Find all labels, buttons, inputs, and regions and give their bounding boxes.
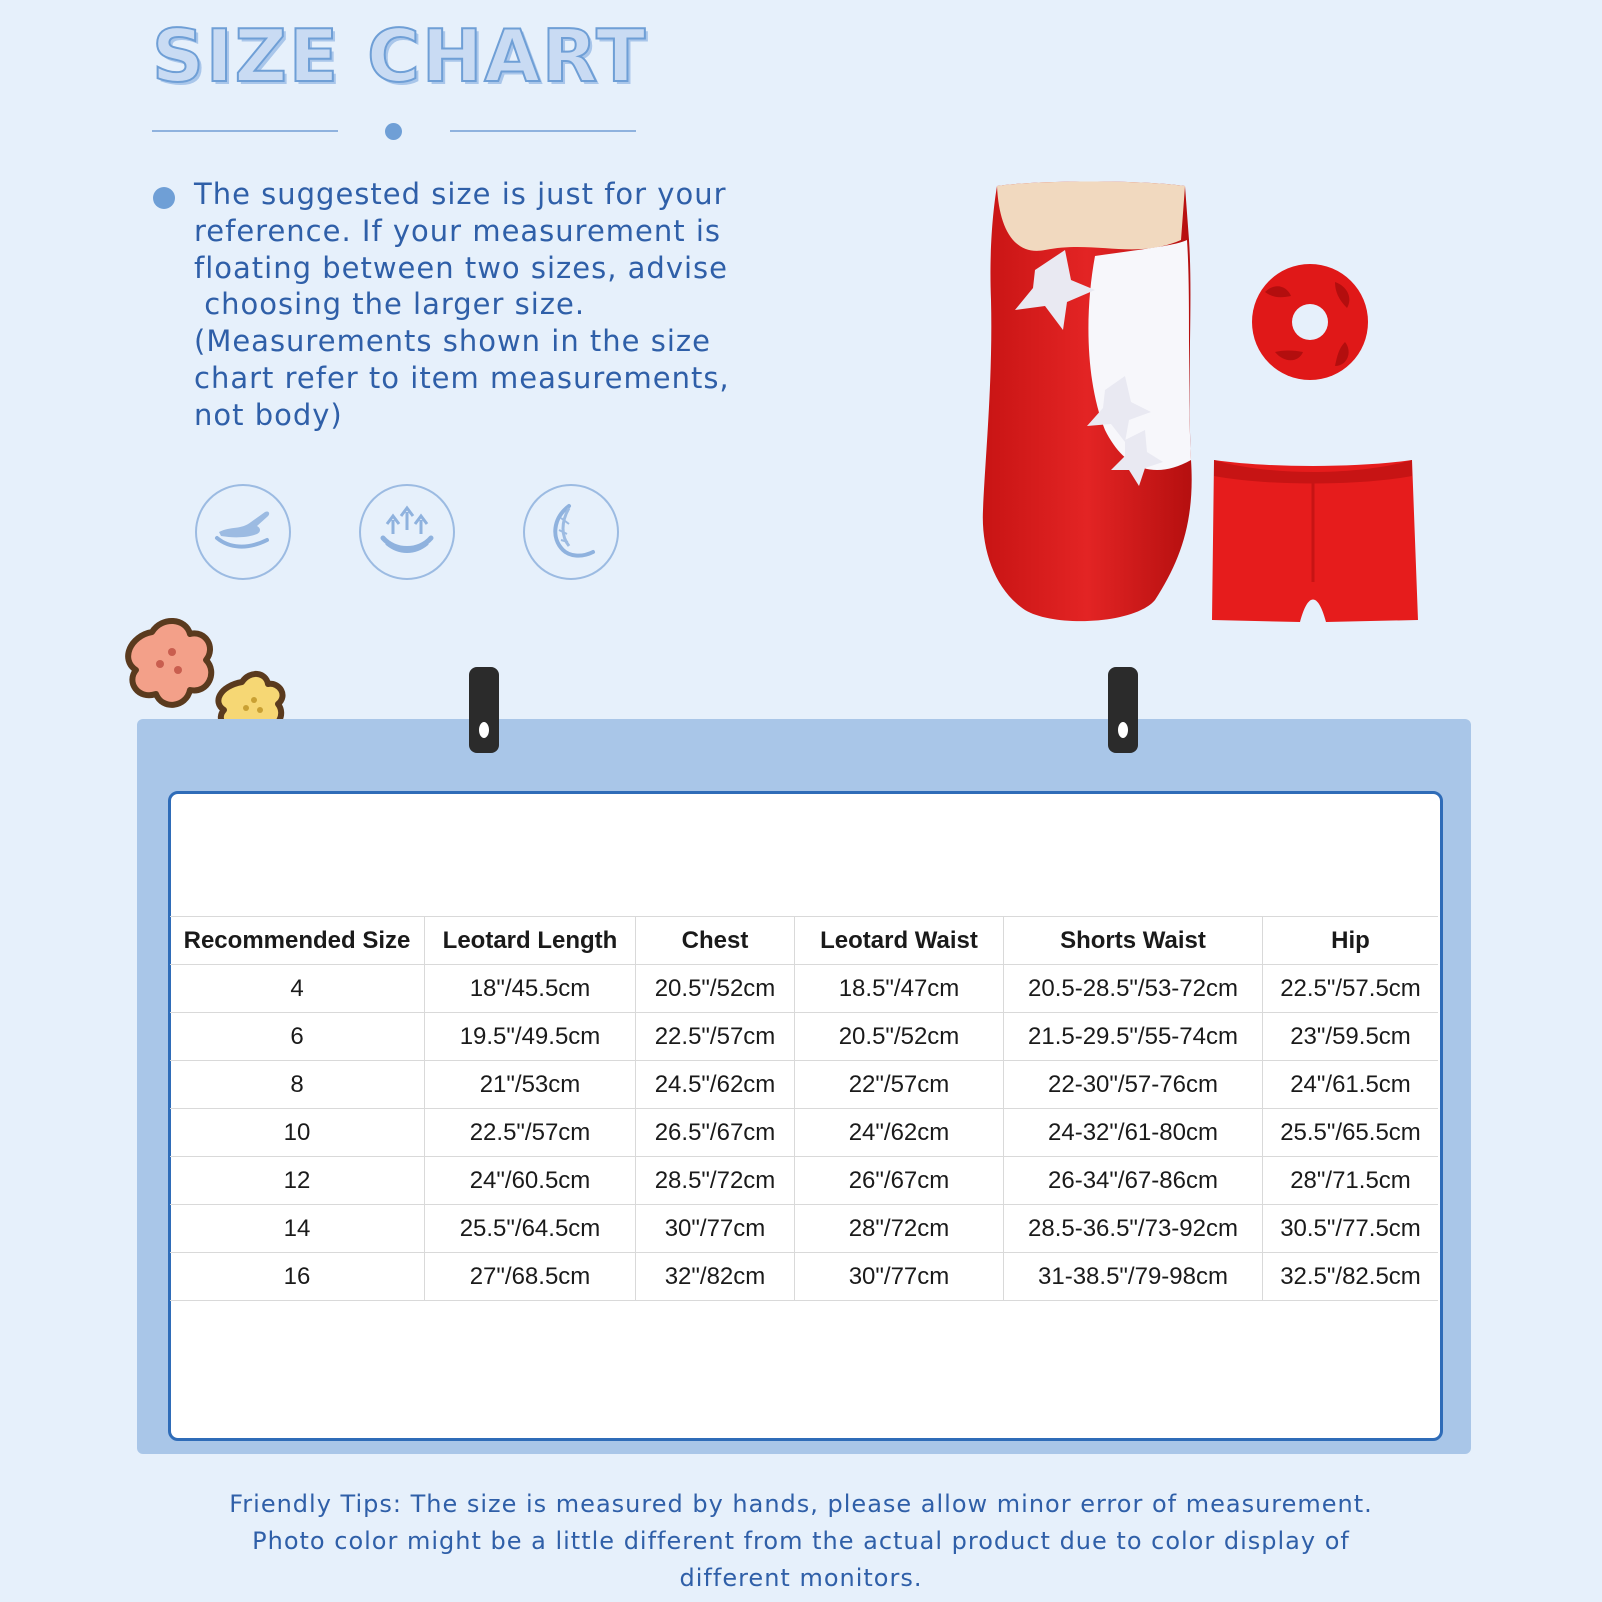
cell-size: 8 [170, 1061, 425, 1109]
cell-size: 6 [170, 1013, 425, 1061]
cell-leotard-waist: 28"/72cm [795, 1205, 1004, 1253]
cell-leotard-waist: 30"/77cm [795, 1253, 1004, 1301]
cell-leotard-waist: 20.5"/52cm [795, 1013, 1004, 1061]
tips-line: Friendly Tips: The size is measured by hands, please allow minor error of measurement. [229, 1490, 1373, 1518]
cell-chest: 30"/77cm [636, 1205, 795, 1253]
table-row [170, 1013, 1438, 1061]
cell-leotard-waist: 22"/57cm [795, 1061, 1004, 1109]
note-line: chart refer to item measurements, [194, 360, 730, 395]
cell-hip: 22.5"/57.5cm [1263, 965, 1439, 1013]
header-shorts-waist: Shorts Waist [1004, 917, 1263, 965]
tips-line: different monitors. [679, 1564, 923, 1592]
stretch-arrows-icon [359, 484, 455, 580]
friendly-tips [150, 1486, 1452, 1597]
note-bullet [153, 187, 175, 209]
cell-size: 12 [170, 1157, 425, 1205]
cell-leotard-length: 24"/60.5cm [425, 1157, 636, 1205]
title-divider-left [152, 130, 338, 132]
header-chest: Chest [636, 917, 795, 965]
hand-soft-icon [195, 484, 291, 580]
shorts-image [1208, 452, 1418, 628]
note-line: floating between two sizes, advise [194, 250, 729, 285]
leotard-image [975, 180, 1215, 630]
board-clip-right [1108, 667, 1138, 753]
cell-hip: 24"/61.5cm [1263, 1061, 1439, 1109]
cell-chest: 32"/82cm [636, 1253, 795, 1301]
cell-hip: 30.5"/77.5cm [1263, 1205, 1439, 1253]
note-line: (Measurements shown in the size [194, 324, 711, 359]
cell-leotard-waist: 18.5"/47cm [795, 965, 1004, 1013]
cell-size: 14 [170, 1205, 425, 1253]
cell-leotard-length: 18"/45.5cm [425, 965, 636, 1013]
header-recommended-size: Recommended Size [170, 917, 425, 965]
table-row [170, 1061, 1438, 1109]
feather-light-icon [523, 484, 619, 580]
cell-shorts-waist: 22-30"/57-76cm [1004, 1061, 1263, 1109]
page-title: SIZE CHART [152, 14, 648, 98]
board-clip-left [469, 667, 499, 753]
cell-size: 4 [170, 965, 425, 1013]
cell-leotard-length: 22.5"/57cm [425, 1109, 636, 1157]
header-leotard-length: Leotard Length [425, 917, 636, 965]
cell-hip: 23"/59.5cm [1263, 1013, 1439, 1061]
table-row [170, 1205, 1438, 1253]
cell-leotard-length: 25.5"/64.5cm [425, 1205, 636, 1253]
cell-chest: 20.5"/52cm [636, 965, 795, 1013]
cell-chest: 24.5"/62cm [636, 1061, 795, 1109]
size-note [194, 176, 854, 434]
cell-leotard-length: 19.5"/49.5cm [425, 1013, 636, 1061]
table-row [170, 1253, 1438, 1301]
cell-shorts-waist: 26-34"/67-86cm [1004, 1157, 1263, 1205]
cell-hip: 28"/71.5cm [1263, 1157, 1439, 1205]
note-line: The suggested size is just for your [194, 177, 727, 211]
cell-leotard-waist: 26"/67cm [795, 1157, 1004, 1205]
note-line: choosing the larger size. [194, 287, 586, 322]
header-leotard-waist: Leotard Waist [795, 917, 1004, 965]
note-line: reference. If your measurement is [194, 213, 722, 248]
tips-line: Photo color might be a little different from the actual product due to color display of [252, 1527, 1350, 1555]
size-table [170, 916, 1438, 1301]
scrunchie-image [1235, 252, 1385, 392]
cell-hip: 32.5"/82.5cm [1263, 1253, 1439, 1301]
cell-shorts-waist: 28.5-36.5"/73-92cm [1004, 1205, 1263, 1253]
cell-shorts-waist: 31-38.5"/79-98cm [1004, 1253, 1263, 1301]
cell-shorts-waist: 24-32"/61-80cm [1004, 1109, 1263, 1157]
cell-size: 16 [170, 1253, 425, 1301]
title-divider-right [450, 130, 636, 132]
table-row [170, 1109, 1438, 1157]
cell-leotard-length: 21"/53cm [425, 1061, 636, 1109]
header-hip: Hip [1263, 917, 1439, 965]
table-row [170, 1157, 1438, 1205]
cell-leotard-waist: 24"/62cm [795, 1109, 1004, 1157]
cell-shorts-waist: 21.5-29.5"/55-74cm [1004, 1013, 1263, 1061]
cell-chest: 28.5"/72cm [636, 1157, 795, 1205]
cell-chest: 26.5"/67cm [636, 1109, 795, 1157]
cell-leotard-length: 27"/68.5cm [425, 1253, 636, 1301]
table-row [170, 965, 1438, 1013]
cell-size: 10 [170, 1109, 425, 1157]
title-divider-dot [385, 123, 402, 140]
note-line: not body) [194, 397, 343, 432]
cell-hip: 25.5"/65.5cm [1263, 1109, 1439, 1157]
cell-shorts-waist: 20.5-28.5"/53-72cm [1004, 965, 1263, 1013]
table-header-row [170, 917, 1438, 965]
cell-chest: 22.5"/57cm [636, 1013, 795, 1061]
